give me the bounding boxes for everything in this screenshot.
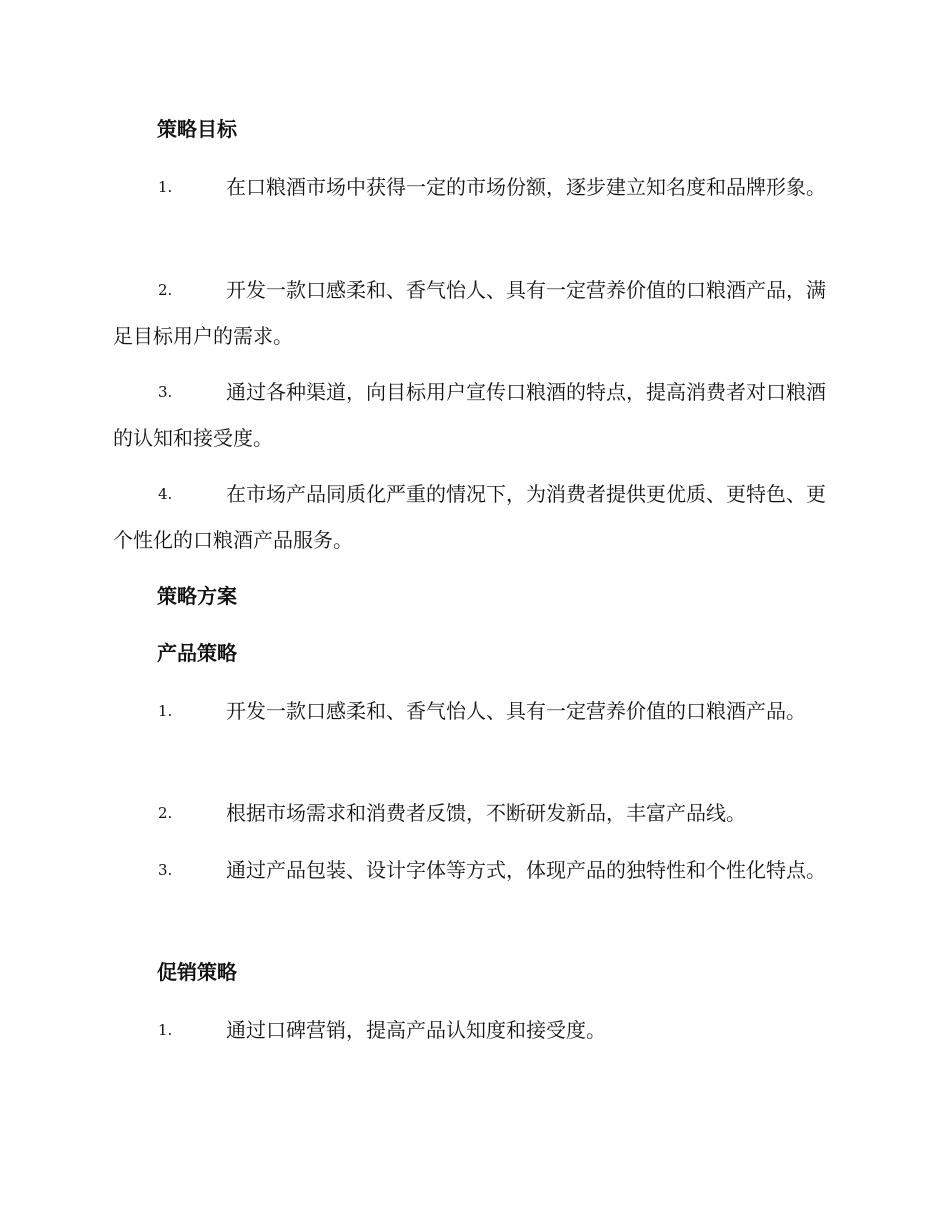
list-item-text: 通过产品包装、设计字体等方式，体现产品的独特性和个性化特点。 — [226, 858, 826, 882]
list-item-number: 1. — [158, 702, 173, 720]
list-item — [113, 267, 843, 359]
section-title-plan: 策略方案 — [157, 584, 237, 608]
list-item-number: 3. — [158, 861, 173, 879]
list-item-text: 根据市场需求和消费者反馈，不断研发新品，丰富产品线。 — [226, 801, 746, 825]
list-item — [113, 847, 843, 893]
list-item-text: 开发一款口感柔和、香气怡人、具有一定营养价值的口粮酒产品。 — [226, 699, 806, 723]
list-item — [113, 471, 843, 563]
list-item-number: 3. — [158, 383, 173, 401]
list-item — [113, 688, 843, 734]
list-item-text: 通过各种渠道，向目标用户宣传口粮酒的特点，提高消费者对口粮酒的认知和接受度。 — [113, 380, 826, 450]
list-item-number: 1. — [158, 1021, 173, 1039]
section-title-goal: 策略目标 — [157, 117, 237, 141]
list-item — [113, 164, 843, 210]
list-item — [113, 369, 843, 461]
list-item-text: 开发一款口感柔和、香气怡人、具有一定营养价值的口粮酒产品，满足目标用户的需求。 — [113, 278, 826, 348]
list-item-text: 在市场产品同质化严重的情况下，为消费者提供更优质、更特色、更个性化的口粮酒产品服务。 — [113, 482, 826, 552]
list-item-number: 4. — [158, 485, 173, 503]
list-item — [113, 1007, 843, 1053]
list-item-number: 1. — [158, 178, 173, 196]
list-item-number: 2. — [158, 804, 173, 822]
list-item-number: 2. — [158, 281, 173, 299]
list-item — [113, 790, 843, 836]
list-item-text: 在口粮酒市场中获得一定的市场份额，逐步建立知名度和品牌形象。 — [226, 175, 826, 199]
list-item-text: 通过口碑营销，提高产品认知度和接受度。 — [226, 1018, 606, 1042]
section-title-promotion: 促销策略 — [157, 960, 237, 984]
section-title-product: 产品策略 — [157, 641, 237, 665]
